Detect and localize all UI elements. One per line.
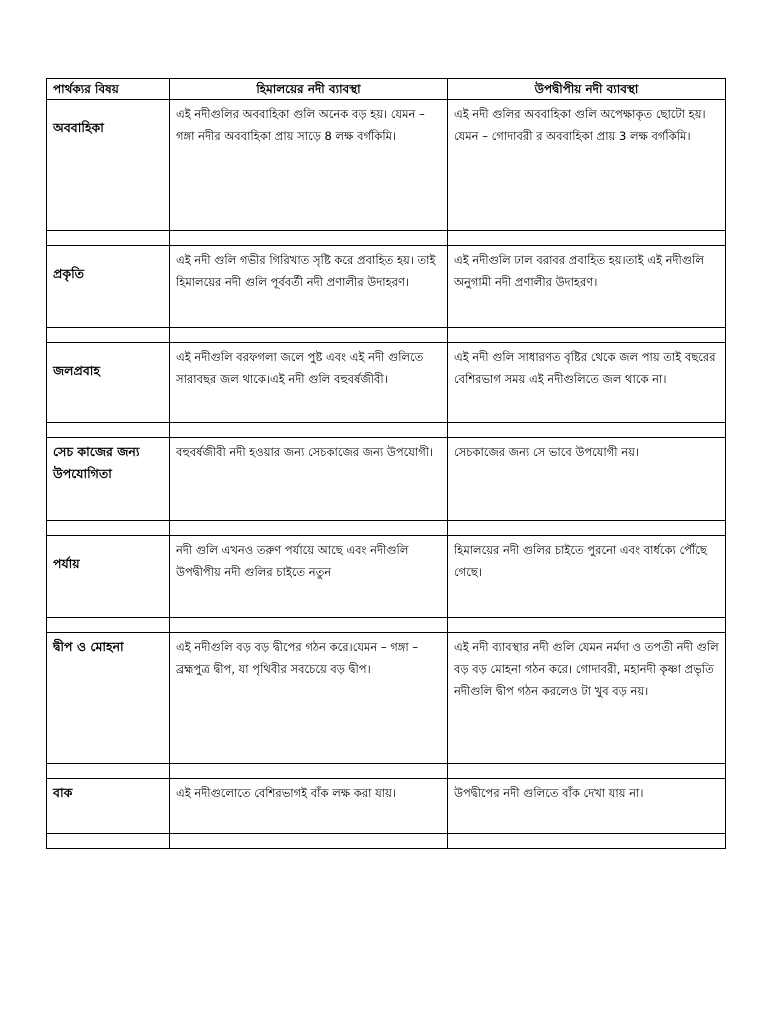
empty-cell bbox=[47, 618, 170, 633]
empty-cell bbox=[448, 328, 726, 343]
table-row bbox=[47, 536, 726, 618]
empty-cell bbox=[448, 231, 726, 246]
peninsular-cell: এই নদীগুলি ঢাল বরাবর প্রবাহিত হয়।তাই এই নদীগুলি অনুগামী নদী প্রণালীর উদাহরণ। bbox=[448, 246, 726, 328]
empty-cell bbox=[47, 521, 170, 536]
empty-cell bbox=[448, 764, 726, 779]
row-topic bbox=[47, 438, 170, 521]
row-topic bbox=[47, 779, 170, 834]
table-row bbox=[47, 438, 726, 521]
peninsular-cell: এই নদী গুলি সাধারণত বৃষ্টির থেকে জল পায় তাই বছরের বেশিরভাগ সময় এই নদীগুলিতে জল থাকে না। bbox=[448, 343, 726, 423]
table-spacer-row bbox=[47, 231, 726, 246]
table-row bbox=[47, 633, 726, 764]
peninsular-cell: এই নদী গুলির অববাহিকা গুলি অপেক্ষাকৃত ছোটো হয়। যেমন – গোদাবরী র অববাহিকা প্রায় 3 লক্ষ বর্গকিমি। bbox=[448, 100, 726, 231]
table-header-row bbox=[47, 79, 726, 100]
table-row bbox=[47, 246, 726, 328]
empty-cell bbox=[170, 423, 448, 438]
empty-cell bbox=[47, 764, 170, 779]
empty-cell bbox=[170, 618, 448, 633]
table-spacer-row bbox=[47, 423, 726, 438]
empty-cell bbox=[170, 328, 448, 343]
table-spacer-row bbox=[47, 328, 726, 343]
row-topic-label: প্রকৃতি bbox=[53, 266, 85, 281]
row-topic bbox=[47, 246, 170, 328]
peninsular-cell: উপদ্বীপের নদী গুলিতে বাঁক দেখা যায় না। bbox=[448, 779, 726, 834]
peninsular-cell: সেচকাজের জন্য সে ভাবে উপযোগী নয়। bbox=[448, 438, 726, 521]
table-row bbox=[47, 343, 726, 423]
table-spacer-row bbox=[47, 521, 726, 536]
empty-cell bbox=[170, 764, 448, 779]
row-topic-label: জলপ্রবাহ bbox=[53, 363, 100, 378]
table-row bbox=[47, 100, 726, 231]
header-himalayan: হিমালয়ের নদী ব্যাবস্থা bbox=[170, 79, 448, 100]
himalayan-cell: এই নদীগুলি বড় বড় দ্বীপের গঠন করে।যেমন – গঙ্গা – ব্রহ্মপুত্র দ্বীপ, যা পৃথিবীর সবচেয়ে বড় দ্বীপ। bbox=[170, 633, 448, 764]
empty-cell bbox=[47, 423, 170, 438]
table-spacer-row bbox=[47, 834, 726, 849]
empty-cell bbox=[47, 231, 170, 246]
header-peninsular: উপদ্বীপীয় নদী ব্যাবস্থা bbox=[448, 79, 726, 100]
empty-cell bbox=[47, 328, 170, 343]
peninsular-cell: হিমালয়ের নদী গুলির চাইতে পুরনো এবং বার্ধক্যে পৌঁছে গেছে। bbox=[448, 536, 726, 618]
table-spacer-row bbox=[47, 764, 726, 779]
himalayan-cell: এই নদীগুলি বরফগলা জলে পুষ্ট এবং এই নদী গুলিতে সারাবছর জল থাকে।এই নদী গুলি বহুবর্ষজীবী। bbox=[170, 343, 448, 423]
empty-cell bbox=[448, 834, 726, 849]
row-topic-label: অববাহিকা bbox=[53, 120, 104, 135]
empty-cell bbox=[448, 618, 726, 633]
row-topic-label: বাক bbox=[53, 785, 73, 800]
himalayan-cell: এই নদীগুলির অববাহিকা গুলি অনেক বড় হয়। যেমন – গঙ্গা নদীর অববাহিকা প্রায় সাড়ে 8 লক্ষ বর্গকিমি। bbox=[170, 100, 448, 231]
row-topic bbox=[47, 100, 170, 231]
row-topic-label: দ্বীপ ও মোহনা bbox=[53, 639, 124, 654]
empty-cell bbox=[170, 521, 448, 536]
empty-cell bbox=[448, 521, 726, 536]
empty-cell bbox=[47, 834, 170, 849]
himalayan-cell: এই নদী গুলি গভীর গিরিখাত সৃষ্টি করে প্রবাহিত হয়। তাই হিমালয়ের নদী গুলি পূর্ববর্তী নদী প্রণালীর উদাহরণ। bbox=[170, 246, 448, 328]
himalayan-cell: বহুবর্ষজীবী নদী হওয়ার জন্য সেচকাজের জন্য উপযোগী। bbox=[170, 438, 448, 521]
empty-cell bbox=[448, 423, 726, 438]
empty-cell bbox=[170, 231, 448, 246]
header-topic: পার্থক্যর বিষয় bbox=[47, 79, 170, 100]
table-row bbox=[47, 779, 726, 834]
himalayan-cell: নদী গুলি এখনও তরুণ পর্যায়ে আছে এবং নদীগুলি উপদ্বীপীয় নদী গুলির চাইতে নতুন bbox=[170, 536, 448, 618]
table-spacer-row bbox=[47, 618, 726, 633]
himalayan-cell: এই নদীগুলোতে বেশিরভাগই বাঁক লক্ষ করা যায়। bbox=[170, 779, 448, 834]
peninsular-cell: এই নদী ব্যাবস্থার নদী গুলি যেমন নর্মদা ও তপতী নদী গুলি বড় বড় মোহনা গঠন করে। গোদাবরী, মহানদী কৃষ্ণা প্রভৃতি নদীগুলি দ্বীপ গঠন করলেও টা খুব বড় নয়। bbox=[448, 633, 726, 764]
row-topic-label: সেচ কাজের জন্য উপযোগিতা bbox=[53, 444, 140, 481]
river-comparison-table bbox=[46, 78, 726, 849]
empty-cell bbox=[170, 834, 448, 849]
row-topic bbox=[47, 536, 170, 618]
row-topic-label: পর্যায় bbox=[53, 556, 80, 571]
row-topic bbox=[47, 633, 170, 764]
row-topic bbox=[47, 343, 170, 423]
